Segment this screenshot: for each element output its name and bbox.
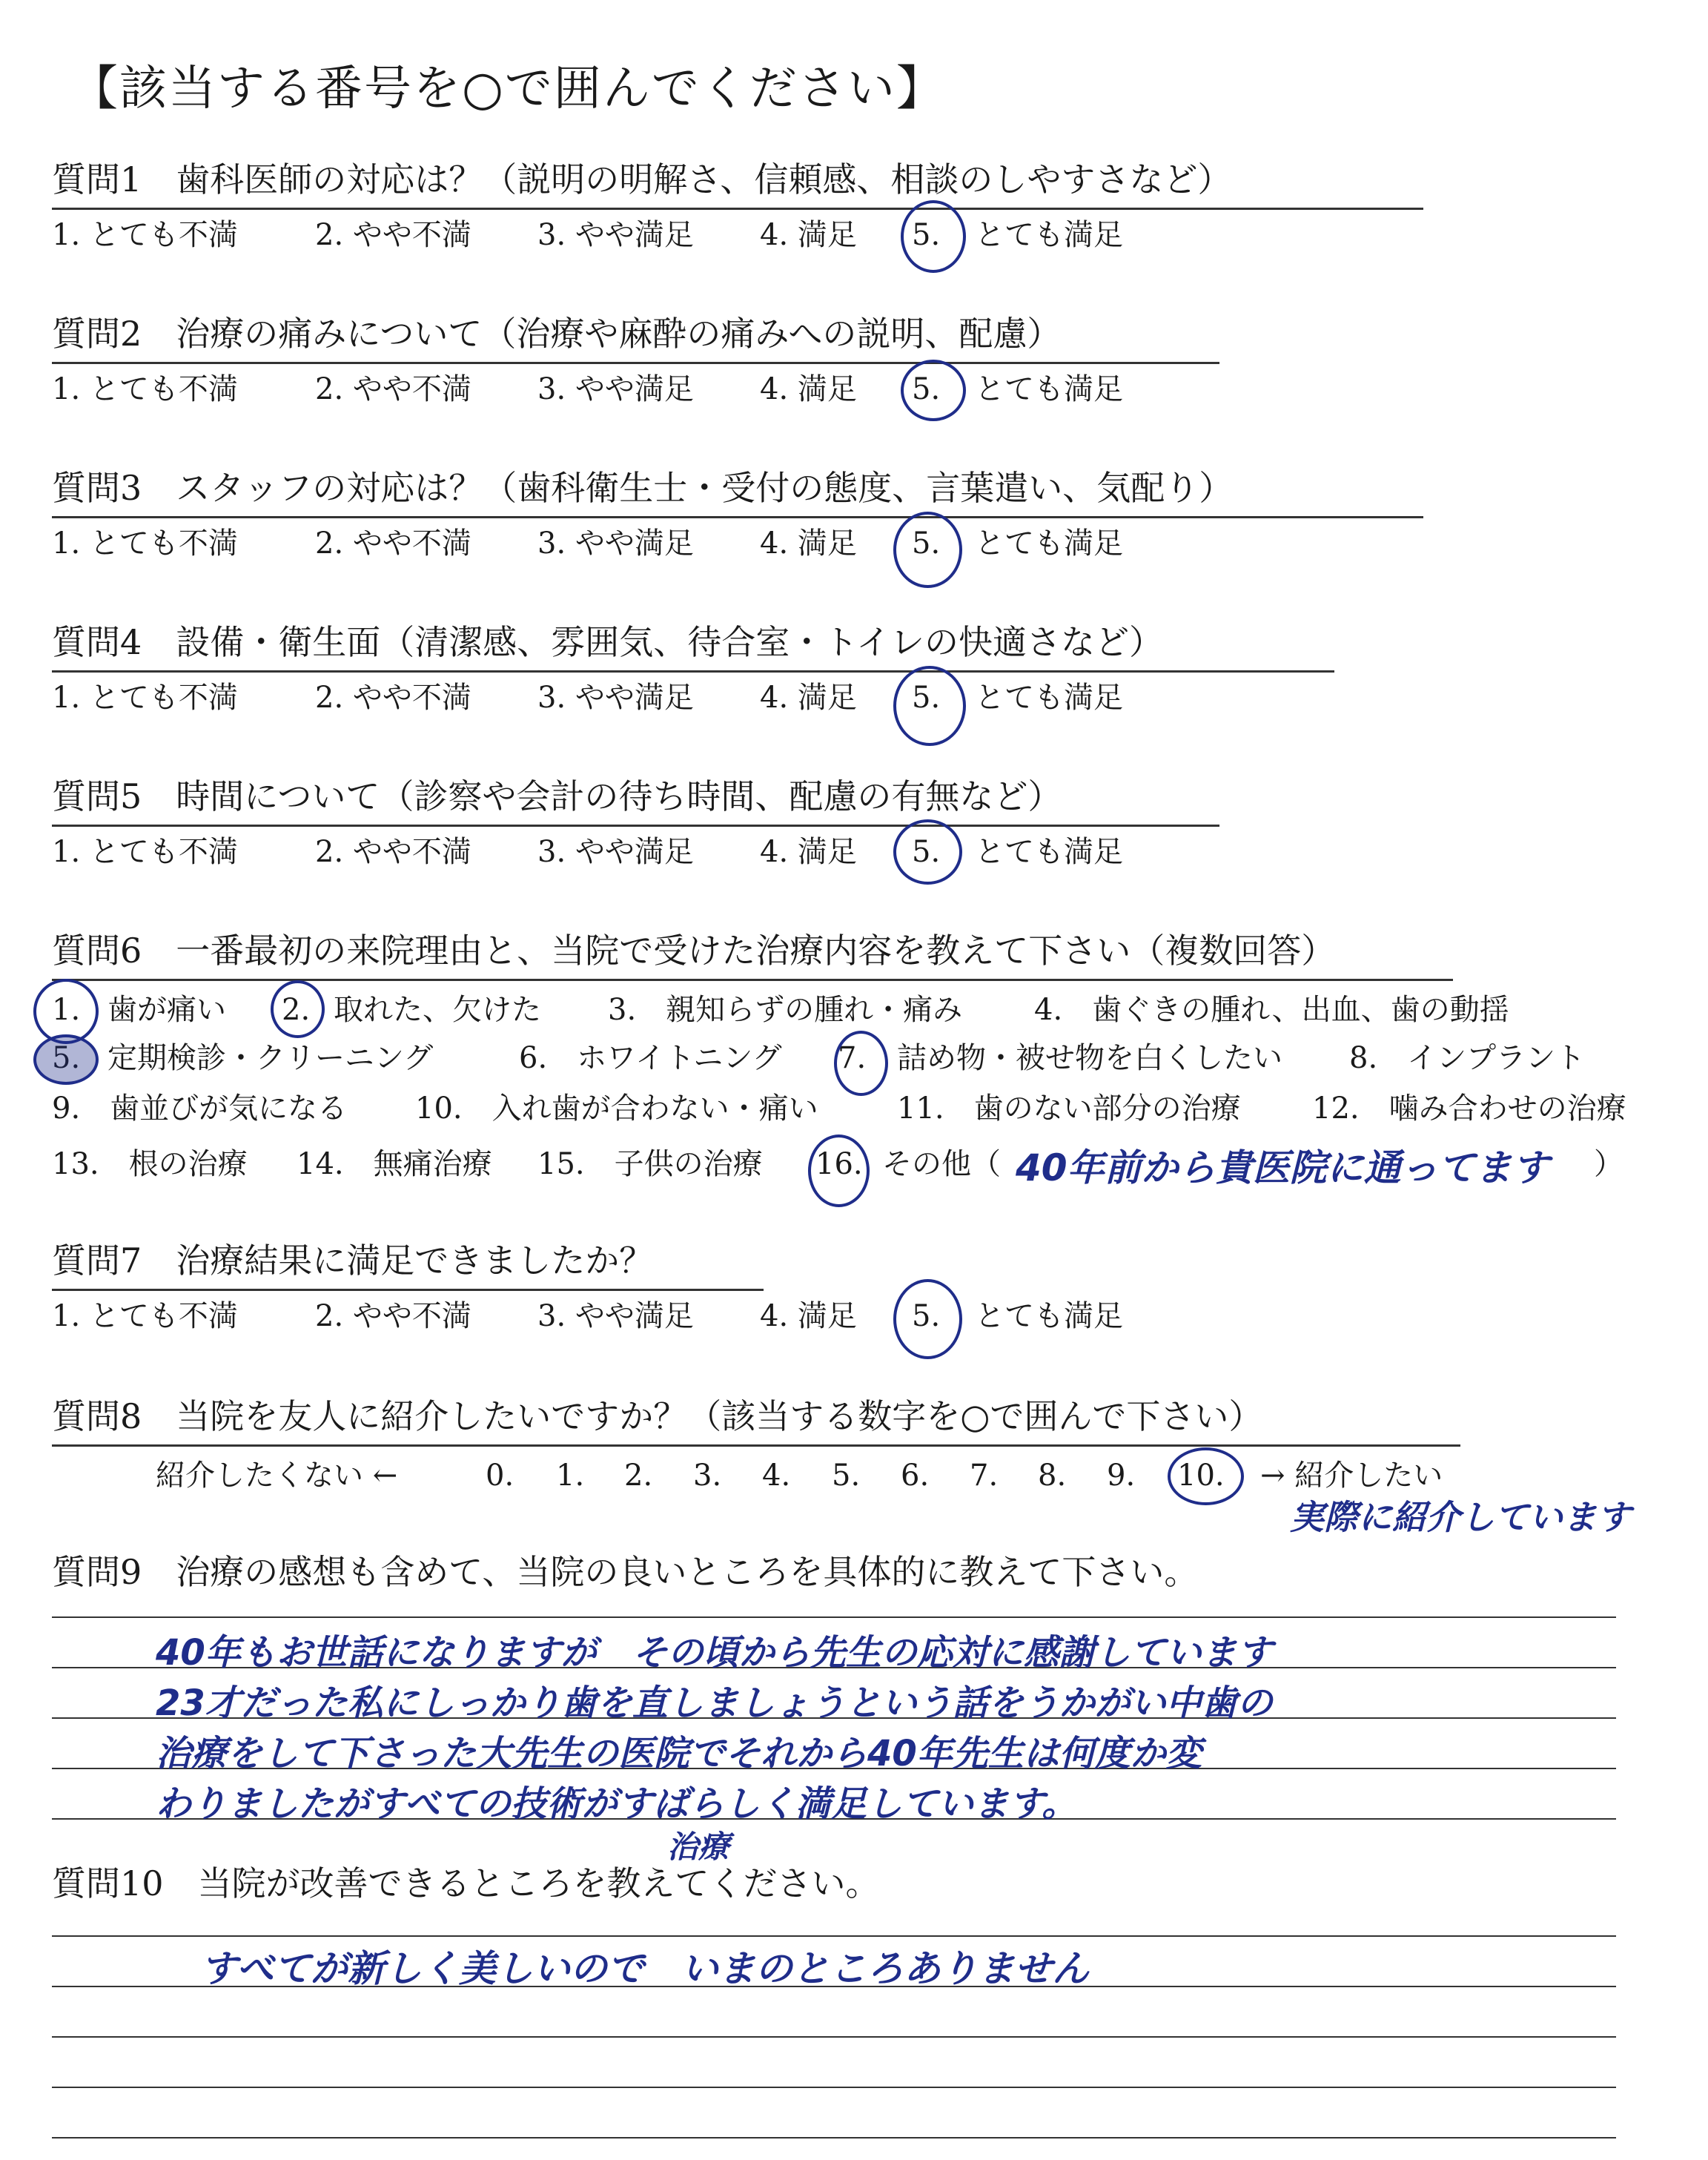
option-2[interactable]: 2. やや不満 <box>315 681 471 715</box>
option-1[interactable]: 1. とても不満 <box>52 372 238 406</box>
option-2[interactable]: 2. やや不満 <box>315 218 471 252</box>
q6-option-2-label: 取れた、欠けた <box>334 993 541 1027</box>
question-8-title: 質問8 当院を友人に紹介したいですか？（該当する数字を○で囲んで下さい） <box>52 1394 1460 1447</box>
q9-rule-1 <box>52 1616 1616 1618</box>
selected-circle-q1 <box>901 200 966 273</box>
option-1[interactable]: 1. とても不満 <box>52 218 238 252</box>
question-8-scale <box>156 1457 1527 1494</box>
q6-option-7-label: 詰め物・被せ物を白くしたい <box>897 1041 1282 1075</box>
option-5[interactable]: 5. <box>912 526 941 561</box>
q6-option-6[interactable]: 6. ホワイトニング <box>519 1041 782 1075</box>
q6-option-11[interactable]: 11. 歯のない部分の治療 <box>897 1091 1241 1126</box>
option-5[interactable]: 5. <box>912 1299 941 1333</box>
option-4[interactable]: 4. 満足 <box>760 372 857 406</box>
q10-rule-4 <box>52 2087 1616 2088</box>
option-4[interactable]: 4. 満足 <box>760 681 857 715</box>
option-1[interactable]: 1. とても不満 <box>52 1299 238 1333</box>
q6-option-13[interactable]: 13. 根の治療 <box>52 1147 248 1181</box>
option-5-label: とても満足 <box>975 835 1123 869</box>
q8-option-10[interactable]: 10. <box>1177 1459 1225 1493</box>
q6-option-12[interactable]: 12. 噛み合わせの治療 <box>1312 1091 1626 1126</box>
q6-option-2-number[interactable]: 2. <box>282 993 311 1027</box>
option-5-label: とても満足 <box>975 372 1123 406</box>
q10-rule-5 <box>52 2137 1616 2138</box>
option-2[interactable]: 2. やや不満 <box>315 526 471 561</box>
selected-circle-q5 <box>893 819 962 885</box>
option-2[interactable]: 2. やや不満 <box>315 372 471 406</box>
option-5[interactable]: 5. <box>912 218 941 252</box>
question-5-options <box>52 833 1238 871</box>
q6-option-5-label: 定期検診・クリーニング <box>107 1041 434 1075</box>
option-2[interactable]: 2. やや不満 <box>315 835 471 869</box>
option-3[interactable]: 3. やや満足 <box>537 1299 694 1333</box>
selected-circle-q4 <box>893 666 966 746</box>
option-3[interactable]: 3. やや満足 <box>537 835 694 869</box>
option-2[interactable]: 2. やや不満 <box>315 1299 471 1333</box>
option-1[interactable]: 1. とても不満 <box>52 526 238 561</box>
option-5[interactable]: 5. <box>912 835 941 869</box>
option-4[interactable]: 4. 満足 <box>760 835 857 869</box>
q6-option-10[interactable]: 10. 入れ歯が合わない・痛い <box>415 1091 818 1126</box>
option-3[interactable]: 3. やや満足 <box>537 526 694 561</box>
q6-option-5-number[interactable]: 5. <box>52 1041 81 1075</box>
option-3[interactable]: 3. やや満足 <box>537 372 694 406</box>
question-3-options <box>52 525 1238 562</box>
q6-option-3[interactable]: 3. 親知らずの腫れ・痛み <box>608 993 963 1027</box>
option-4[interactable]: 4. 満足 <box>760 218 857 252</box>
q9-answer-insert: 治療 <box>667 1829 730 1865</box>
q8-option-5[interactable]: 5. <box>832 1459 861 1493</box>
q8-option-1[interactable]: 1. <box>556 1459 585 1493</box>
question-1-title: 質問1 歯科医師の対応は？（説明の明解さ、信頼感、相談のしやすさなど） <box>52 157 1423 210</box>
question-7-title: 質問7 治療結果に満足できましたか？ <box>52 1238 764 1291</box>
question-6-row-3 <box>52 1090 1653 1127</box>
q8-option-4[interactable]: 4. <box>762 1459 791 1493</box>
q9-answer-line-4: わりましたがすべての技術がすばらしく満足しています。 <box>156 1783 1078 1825</box>
q6-option-4[interactable]: 4. 歯ぐきの腫れ、出血、歯の動揺 <box>1034 993 1509 1027</box>
q9-answer-line-1: 40年もお世話になりますが その頃から先生の応対に感謝しています <box>156 1632 1273 1674</box>
q6-option-7-number[interactable]: 7. <box>838 1041 867 1075</box>
question-7-options <box>52 1298 1238 1335</box>
option-1[interactable]: 1. とても不満 <box>52 835 238 869</box>
q10-answer: すべてが新しく美しいので いまのところありません <box>200 1947 1089 1990</box>
q10-rule-1 <box>52 1935 1616 1937</box>
q9-answer-line-2: 23才だった私にしっかり歯を直しましょうという話をうかがい中歯の <box>156 1682 1273 1724</box>
selected-circle-q6-2 <box>271 980 325 1038</box>
question-3-title: 質問3 スタッフの対応は？（歯科衛生士・受付の態度、言葉遣い、気配り） <box>52 466 1423 518</box>
selected-circle-q6-5 <box>33 1034 99 1085</box>
q8-option-9[interactable]: 9. <box>1107 1459 1136 1493</box>
option-5-label: とても満足 <box>975 218 1123 252</box>
q6-option-15[interactable]: 15. 子供の治療 <box>537 1147 763 1181</box>
q6-option-16-label: その他（ <box>882 1147 1001 1181</box>
question-6-title: 質問6 一番最初の来院理由と、当院で受けた治療内容を教えて下さい（複数回答） <box>52 928 1453 981</box>
q8-option-2[interactable]: 2. <box>624 1459 653 1493</box>
selected-circle-q7 <box>893 1279 962 1359</box>
q6-other-handwritten: 40年前から貴医院に通ってます <box>1016 1146 1549 1189</box>
option-4[interactable]: 4. 満足 <box>760 526 857 561</box>
option-3[interactable]: 3. やや満足 <box>537 218 694 252</box>
q8-option-7[interactable]: 7. <box>970 1459 999 1493</box>
question-1-options <box>52 217 1238 254</box>
option-3[interactable]: 3. やや満足 <box>537 681 694 715</box>
q6-option-16-number[interactable]: 16. <box>815 1147 863 1181</box>
q8-left-label: 紹介したくない ← <box>156 1459 398 1493</box>
q6-other-close-paren: ） <box>1594 1147 1623 1181</box>
option-1[interactable]: 1. とても不満 <box>52 681 238 715</box>
selected-circle-q3 <box>893 512 962 588</box>
question-5-title: 質問5 時間について（診察や会計の待ち時間、配慮の有無など） <box>52 774 1219 827</box>
q6-option-9[interactable]: 9. 歯並びが気になる <box>52 1091 348 1126</box>
option-5[interactable]: 5. <box>912 372 941 406</box>
q8-option-8[interactable]: 8. <box>1038 1459 1067 1493</box>
question-2-options <box>52 371 1238 408</box>
q8-option-0[interactable]: 0. <box>486 1459 514 1493</box>
q8-handwritten-note: 実際に紹介しています <box>1290 1497 1631 1537</box>
option-5-label: とても満足 <box>975 526 1123 561</box>
option-5[interactable]: 5. <box>912 681 941 715</box>
selected-circle-q2 <box>901 360 966 421</box>
selected-circle-q6-7 <box>834 1031 888 1096</box>
q10-rule-3 <box>52 2036 1616 2038</box>
page-header: 【該当する番号を○で囲んでください】 <box>70 62 945 116</box>
selected-circle-q6-16 <box>808 1135 870 1207</box>
q6-option-1-number[interactable]: 1. <box>52 993 81 1027</box>
question-4-title: 質問4 設備・衛生面（清潔感、雰囲気、待合室・トイレの快適さなど） <box>52 620 1334 673</box>
question-4-options <box>52 679 1238 716</box>
q6-option-1-label: 歯が痛い <box>107 993 226 1027</box>
q8-option-6[interactable]: 6. <box>901 1459 930 1493</box>
selected-circle-q8-10 <box>1168 1447 1244 1505</box>
option-5-label: とても満足 <box>975 1299 1123 1333</box>
option-5-label: とても満足 <box>975 681 1123 715</box>
option-4[interactable]: 4. 満足 <box>760 1299 857 1333</box>
q8-right-label: → 紹介したい <box>1260 1459 1443 1493</box>
question-2-title: 質問2 治療の痛みについて（治療や麻酔の痛みへの説明、配慮） <box>52 311 1219 364</box>
q8-option-3[interactable]: 3. <box>693 1459 722 1493</box>
q6-option-8[interactable]: 8. インプラント <box>1349 1041 1586 1075</box>
q6-option-14[interactable]: 14. 無痛治療 <box>297 1147 492 1181</box>
question-9-title: 質問9 治療の感想も含めて、当院の良いところを具体的に教えて下さい。 <box>52 1552 1199 1592</box>
q9-answer-line-3: 治療をして下さった大先生の医院でそれから40年先生は何度か変 <box>156 1733 1202 1774</box>
question-10-title: 質問10 当院が改善できるところを教えてください。 <box>52 1863 880 1903</box>
